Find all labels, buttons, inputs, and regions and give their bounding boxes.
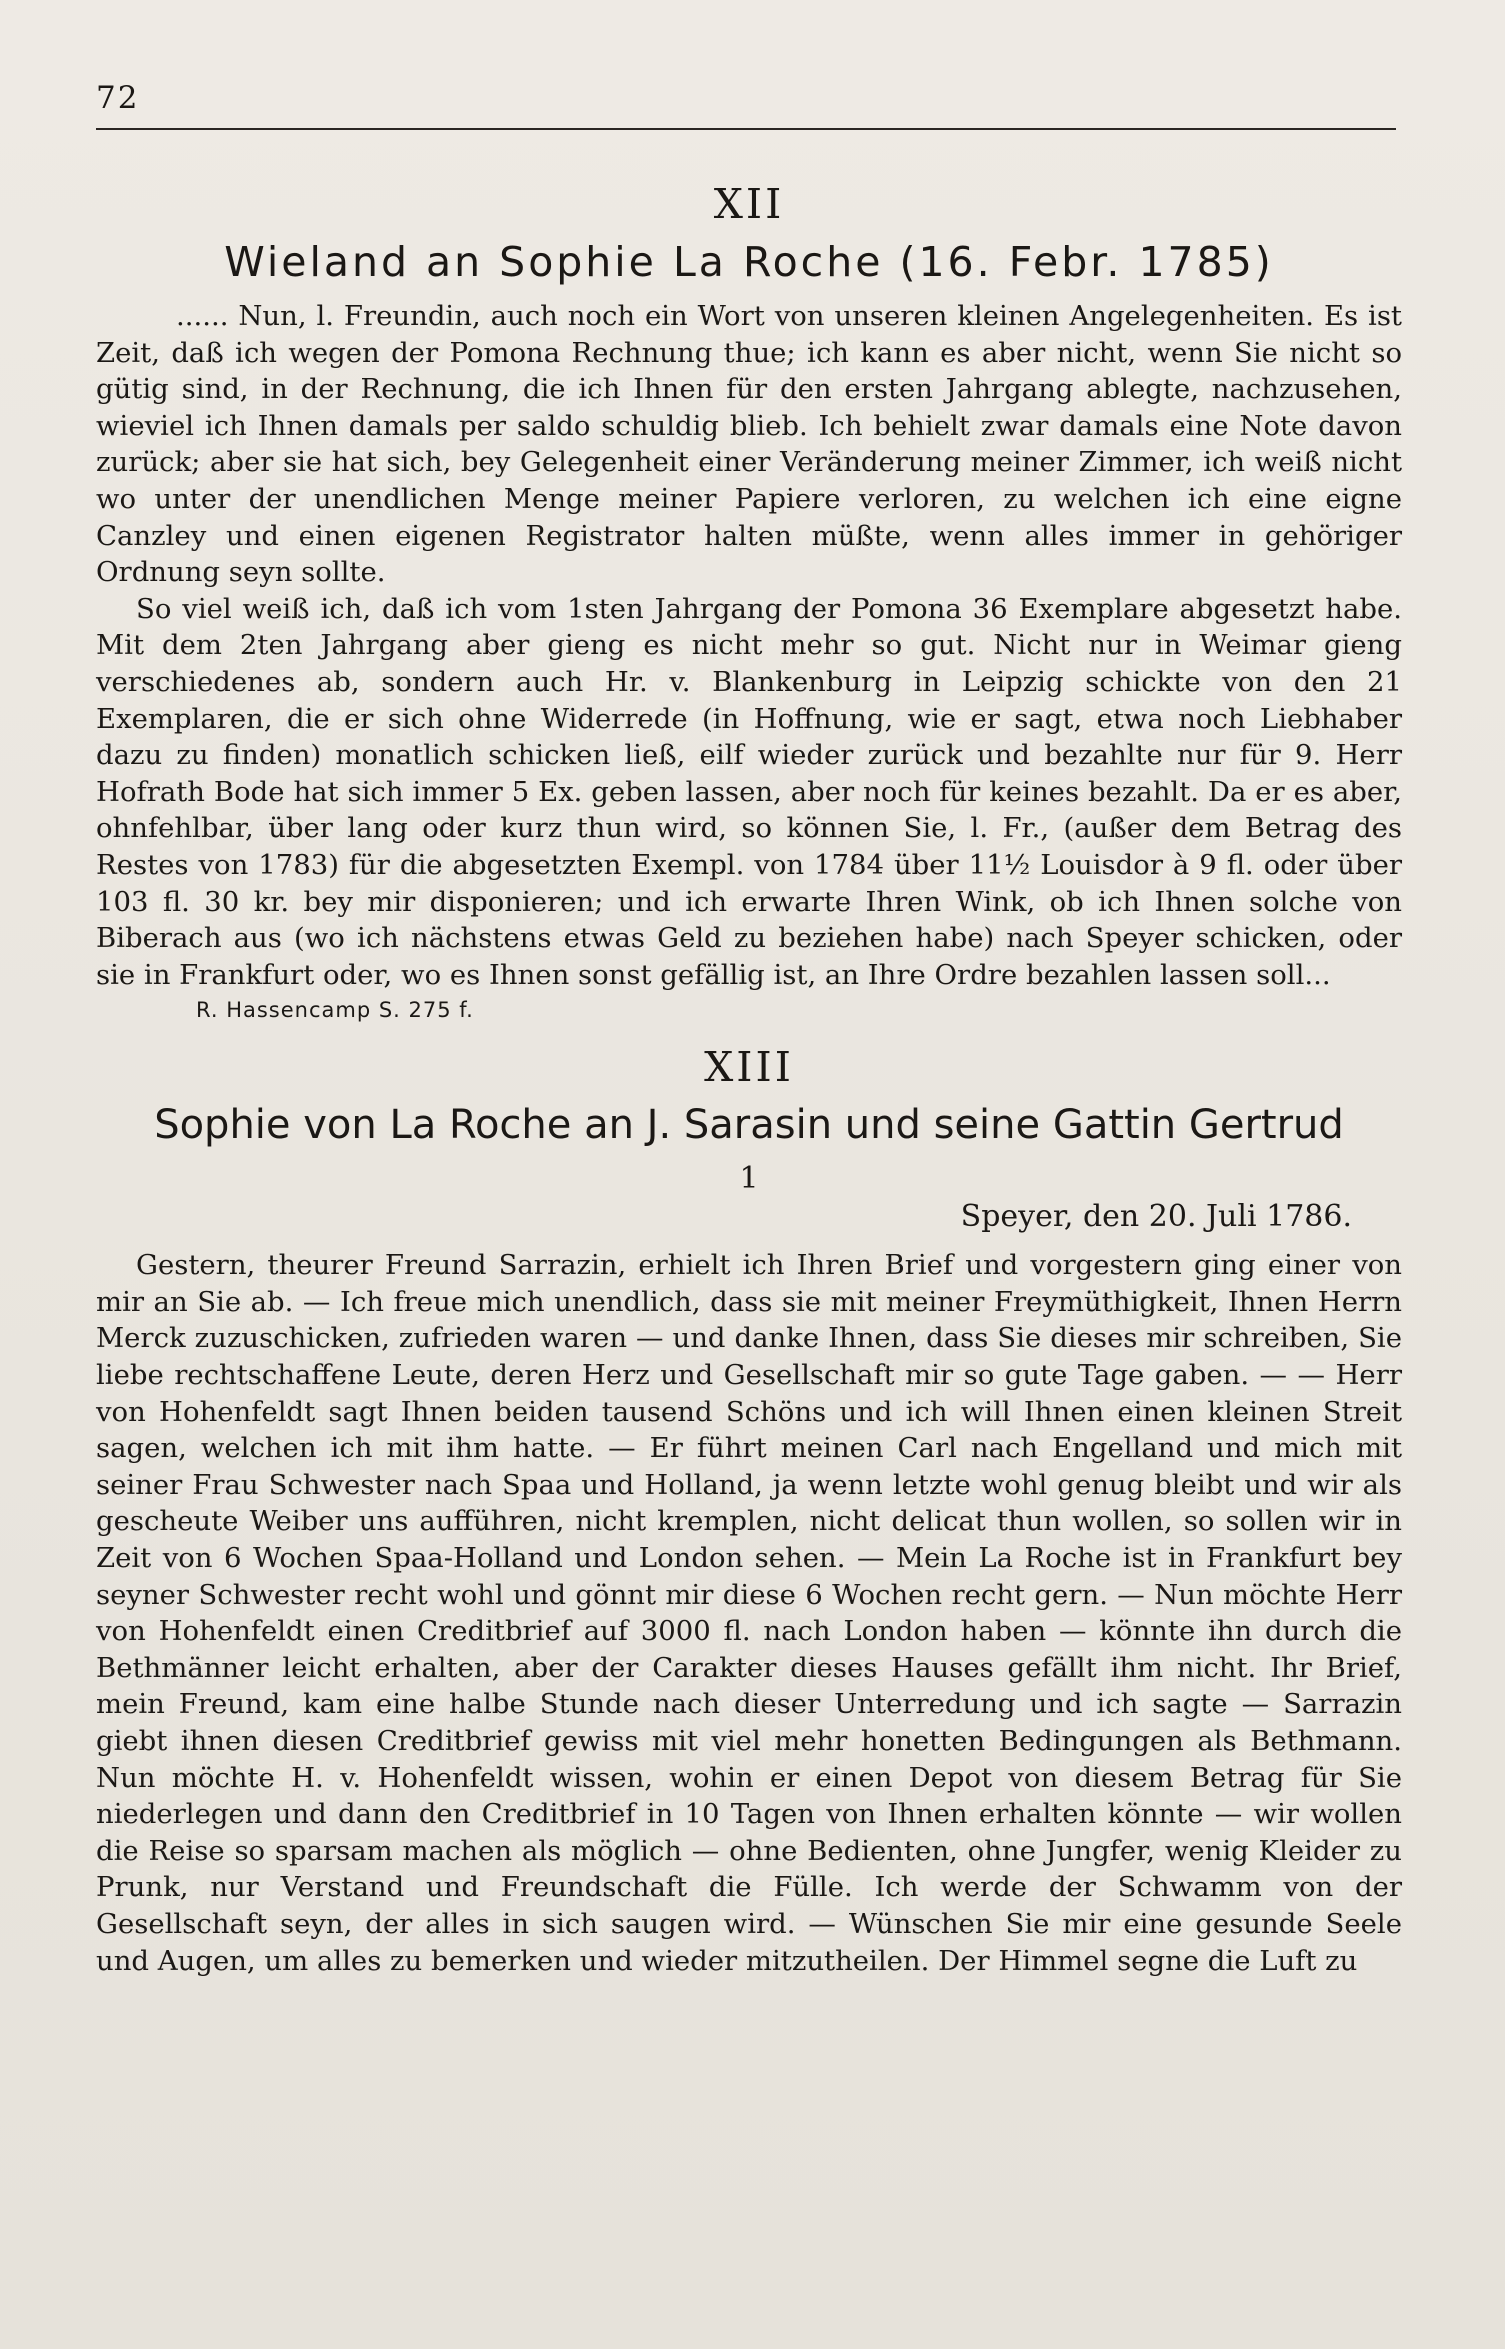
letter-section-xii xyxy=(96,180,1402,1025)
source-citation: R. Hassencamp S. 275 f. xyxy=(196,998,474,1023)
letter-number: 1 xyxy=(739,1161,759,1197)
section-numeral: XII xyxy=(713,180,785,228)
page-number: 72 xyxy=(96,80,140,116)
letter-section-xiii xyxy=(96,1043,1402,1979)
letter-paragraph: ...... Nun, l. Freundin, auch noch ein Wort von unseren kleinen Angelegenheiten. Es ist Zeit, daß ich wegen der Pomona Rechnung thue; ich kann es aber nicht, wenn Sie nicht so gütig sind, in der Rechnung, die ich Ihnen für den ersten Jahrgang ablegte, nachzusehen, wieviel ich Ihnen damals per saldo schuldig blieb. Ich behielt zwar damals eine Note davon zurück; aber sie hat sich, bey Gelegenheit einer Veränderung meiner Zimmer, ich weiß nicht wo unter der unendlichen Menge meiner Papiere verloren, zu welchen ich eine eigne Canzley und einen eigenen Registrator halten müßte, wenn alles immer in gehöriger Ordnung seyn sollte. xyxy=(96,300,1402,589)
section-title: Sophie von La Roche an J. Sarasin und seine Gattin Gertrud xyxy=(154,1102,1344,1149)
header-rule xyxy=(96,128,1396,130)
letter-body xyxy=(96,298,1402,993)
letter-paragraph: Gestern, theurer Freund Sarrazin, erhielt ich Ihren Brief und vorgestern ging einer von mir an Sie ab. — Ich freue mich unendlich, dass sie mit meiner Freymüthigkeit, Ihnen Herrn Merck zuzuschicken, zufrieden waren — und danke Ihnen, dass Sie dieses mir schreiben, Sie liebe rechtschaffene Leute, deren Herz und Gesellschaft mir so gute Tage gaben. — — Herr von Hohenfeldt sagt Ihnen beiden tausend Schöns und ich will Ihnen einen kleinen Streit sagen, welchen ich mit ihm hatte. — Er führt meinen Carl nach Engelland und mich mit seiner Frau Schwester nach Spaa und Holland, ja wenn letzte wohl genug bleibt und wir als gescheute Weiber uns aufführen, nicht kremplen, nicht delicat thun wollen, so sollen wir in Zeit von 6 Wochen Spaa-Holland und London sehen. — Mein La Roche ist in Frankfurt bey seyner Schwester recht wohl und gönnt mir diese 6 Wochen recht gern. — Nun möchte Herr von Hohenfeldt einen Creditbrief auf 3000 fl. nach London haben — könnte ihn durch die Bethmänner leicht erhalten, aber der Carakter dieses Hauses gefällt ihm nicht. Ihr Brief, mein Freund, kam eine halbe Stunde nach dieser Unterredung und ich sagte — Sarrazin giebt ihnen diesen Creditbrief gewiss mit viel mehr honetten Bedingungen als Bethmann. Nun möchte H. v. Hohenfeldt wissen, wohin er einen Depot von diesem Betrag für Sie niederlegen und dann den Creditbrief in 10 Tagen von Ihnen erhalten könnte — wir wollen die Reise so sparsam machen als möglich — ohne Bedienten, ohne Jungfer, wenig Kleider zu Prunk, nur Verstand und Freundschaft die Fülle. Ich werde der Schwamm von der Gesellschaft seyn, der alles in sich saugen wird. — Wünschen Sie mir eine gesunde Seele und Augen, um alles zu bemerken und wieder mitzutheilen. Der Himmel segne die Luft zu xyxy=(96,1249,1402,1977)
page-content xyxy=(96,168,1402,1979)
place-date: Speyer, den 20. Juli 1786. xyxy=(960,1199,1352,1235)
section-numeral: XIII xyxy=(704,1043,794,1092)
section-title: Wieland an Sophie La Roche (16. Febr. 1785) xyxy=(224,238,1274,286)
letter-paragraph: So viel weiß ich, daß ich vom 1sten Jahrgang der Pomona 36 Exemplare abgesetzt habe. Mit dem 2ten Jahrgang aber gieng es nicht mehr so gut. Nicht nur in Weimar gieng verschiedenes ab, sondern auch Hr. v. Blankenburg in Leipzig schickte von den 21 Exemplaren, die er sich ohne Widerrede (in Hoffnung, wie er sagt, etwa noch Liebhaber dazu zu finden) monatlich schicken ließ, eilf wieder zurück und bezahlte nur für 9. Herr Hofrath Bode hat sich immer 5 Ex. geben lassen, aber noch für keines bezahlt. Da er es aber, ohnfehlbar, über lang oder kurz thun wird, so können Sie, l. Fr., (außer dem Betrag des Restes von 1783) für die abgesetzten Exempl. von 1784 über 11½ Louisdor à 9 fl. oder über 103 fl. 30 kr. bey mir disponieren; und ich erwarte Ihren Wink, ob ich Ihnen solche von Biberach aus (wo ich nächstens etwas Geld zu beziehen habe) nach Speyer schicken, oder sie in Frankfurt oder, wo es Ihnen sonst gefällig ist, an Ihre Ordre bezahlen lassen soll... xyxy=(96,592,1402,991)
letter-body xyxy=(96,1247,1402,1979)
